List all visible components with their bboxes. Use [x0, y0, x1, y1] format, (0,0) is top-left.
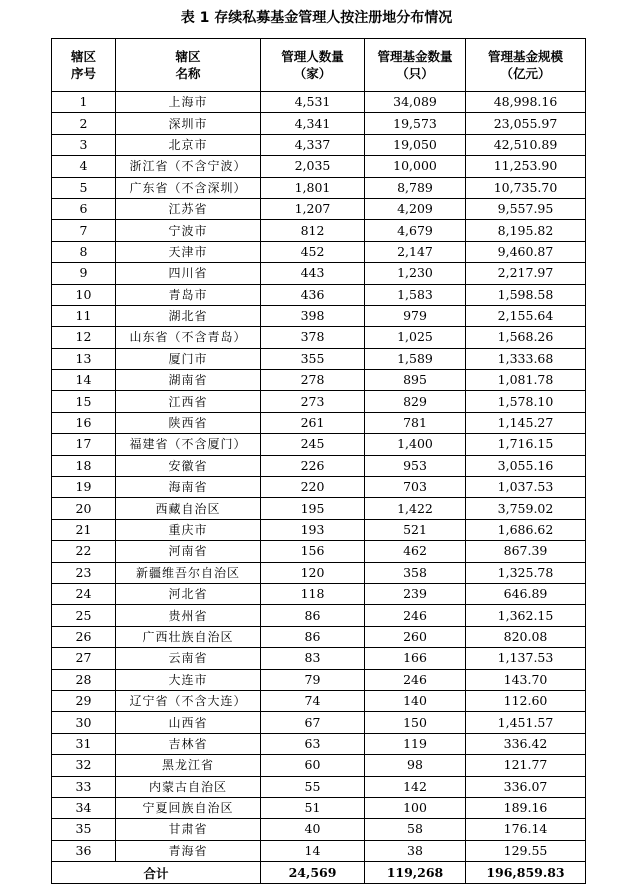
cell-region-no: 19: [52, 477, 116, 498]
table-row: [52, 220, 586, 241]
table-row: [52, 198, 586, 219]
cell-region-name: 四川省: [116, 263, 261, 284]
table-row: [52, 690, 586, 711]
cell-fund-count: 246: [365, 669, 466, 690]
cell-fund-count: 166: [365, 648, 466, 669]
cell-region-no: 10: [52, 284, 116, 305]
cell-fund-size: 1,362.15: [466, 605, 586, 626]
cell-manager-count: 452: [261, 241, 365, 262]
cell-region-name: 厦门市: [116, 348, 261, 369]
cell-manager-count: 60: [261, 755, 365, 776]
cell-fund-count: 19,573: [365, 113, 466, 134]
cell-fund-size: 1,716.15: [466, 434, 586, 455]
cell-manager-count: 79: [261, 669, 365, 690]
cell-fund-size: 3,055.16: [466, 455, 586, 476]
cell-fund-count: 239: [365, 583, 466, 604]
cell-manager-count: 812: [261, 220, 365, 241]
header-fund-size: 管理基金规模 （亿元）: [466, 39, 586, 92]
cell-region-name: 天津市: [116, 241, 261, 262]
cell-fund-size: 112.60: [466, 690, 586, 711]
cell-fund-size: 1,568.26: [466, 327, 586, 348]
table-row: [52, 669, 586, 690]
table-row: [52, 755, 586, 776]
cell-fund-size: 23,055.97: [466, 113, 586, 134]
table-row: [52, 370, 586, 391]
cell-region-no: 30: [52, 712, 116, 733]
cell-region-no: 6: [52, 198, 116, 219]
table-title: 表 1 存续私募基金管理人按注册地分布情况: [180, 10, 453, 26]
cell-fund-size: 176.14: [466, 819, 586, 840]
cell-fund-size: 3,759.02: [466, 498, 586, 519]
cell-region-no: 17: [52, 434, 116, 455]
table-row: [52, 797, 586, 818]
cell-region-no: 25: [52, 605, 116, 626]
cell-region-no: 29: [52, 690, 116, 711]
cell-region-no: 36: [52, 840, 116, 861]
header-fund-count: 管理基金数量 （只）: [365, 39, 466, 92]
cell-fund-size: 1,598.58: [466, 284, 586, 305]
cell-fund-size: 129.55: [466, 840, 586, 861]
cell-manager-count: 86: [261, 626, 365, 647]
table-row: [52, 626, 586, 647]
cell-manager-count: 86: [261, 605, 365, 626]
cell-region-name: 新疆维吾尔自治区: [116, 562, 261, 583]
cell-fund-count: 829: [365, 391, 466, 412]
cell-region-no: 28: [52, 669, 116, 690]
cell-fund-size: 1,081.78: [466, 370, 586, 391]
table-row: [52, 391, 586, 412]
cell-region-name: 西藏自治区: [116, 498, 261, 519]
cell-region-no: 5: [52, 177, 116, 198]
cell-region-name: 大连市: [116, 669, 261, 690]
cell-region-no: 16: [52, 412, 116, 433]
header-manager-count: 管理人数量 （家）: [261, 39, 365, 92]
cell-region-no: 32: [52, 755, 116, 776]
cell-fund-count: 462: [365, 541, 466, 562]
cell-manager-count: 83: [261, 648, 365, 669]
cell-fund-size: 42,510.89: [466, 134, 586, 155]
cell-region-name: 海南省: [116, 477, 261, 498]
cell-fund-size: 1,578.10: [466, 391, 586, 412]
cell-fund-size: 9,460.87: [466, 241, 586, 262]
cell-fund-size: 8,195.82: [466, 220, 586, 241]
cell-fund-size: 1,451.57: [466, 712, 586, 733]
cell-fund-size: 820.08: [466, 626, 586, 647]
cell-region-name: 山西省: [116, 712, 261, 733]
total-manager-count: 24,569: [261, 862, 365, 884]
cell-fund-size: 143.70: [466, 669, 586, 690]
cell-manager-count: 436: [261, 284, 365, 305]
cell-region-no: 27: [52, 648, 116, 669]
cell-region-no: 3: [52, 134, 116, 155]
cell-manager-count: 278: [261, 370, 365, 391]
cell-fund-size: 189.16: [466, 797, 586, 818]
cell-fund-size: 9,557.95: [466, 198, 586, 219]
cell-manager-count: 4,341: [261, 113, 365, 134]
table-row: [52, 562, 586, 583]
cell-fund-size: 867.39: [466, 541, 586, 562]
cell-region-name: 青岛市: [116, 284, 261, 305]
cell-manager-count: 40: [261, 819, 365, 840]
cell-manager-count: 2,035: [261, 156, 365, 177]
cell-fund-size: 1,145.27: [466, 412, 586, 433]
cell-fund-size: 48,998.16: [466, 92, 586, 113]
total-fund-size: 196,859.83: [466, 862, 586, 884]
cell-region-name: 河南省: [116, 541, 261, 562]
cell-region-no: 24: [52, 583, 116, 604]
cell-fund-count: 953: [365, 455, 466, 476]
table-row: [52, 113, 586, 134]
header-region-no: 辖区 序号: [52, 39, 116, 92]
cell-fund-size: 11,253.90: [466, 156, 586, 177]
cell-region-no: 26: [52, 626, 116, 647]
cell-region-name: 福建省（不含厦门）: [116, 434, 261, 455]
cell-manager-count: 378: [261, 327, 365, 348]
cell-manager-count: 156: [261, 541, 365, 562]
table-row: [52, 263, 586, 284]
cell-manager-count: 4,337: [261, 134, 365, 155]
cell-fund-count: 100: [365, 797, 466, 818]
cell-fund-size: 1,686.62: [466, 519, 586, 540]
cell-fund-count: 1,422: [365, 498, 466, 519]
cell-fund-count: 8,789: [365, 177, 466, 198]
cell-manager-count: 261: [261, 412, 365, 433]
cell-region-no: 15: [52, 391, 116, 412]
table-row: [52, 284, 586, 305]
cell-fund-count: 34,089: [365, 92, 466, 113]
cell-region-no: 22: [52, 541, 116, 562]
cell-fund-count: 119: [365, 733, 466, 754]
cell-manager-count: 63: [261, 733, 365, 754]
cell-region-name: 北京市: [116, 134, 261, 155]
cell-region-name: 山东省（不含青岛）: [116, 327, 261, 348]
cell-region-no: 9: [52, 263, 116, 284]
cell-fund-count: 246: [365, 605, 466, 626]
cell-fund-count: 19,050: [365, 134, 466, 155]
table-row: [52, 156, 586, 177]
cell-region-name: 安徽省: [116, 455, 261, 476]
table-row: [52, 541, 586, 562]
cell-manager-count: 118: [261, 583, 365, 604]
total-fund-count: 119,268: [365, 862, 466, 884]
table-row: [52, 840, 586, 861]
cell-fund-size: 2,217.97: [466, 263, 586, 284]
table-row: [52, 305, 586, 326]
table-row: [52, 412, 586, 433]
cell-region-name: 河北省: [116, 583, 261, 604]
cell-region-no: 23: [52, 562, 116, 583]
cell-region-no: 14: [52, 370, 116, 391]
table-row: [52, 519, 586, 540]
cell-region-name: 云南省: [116, 648, 261, 669]
cell-fund-count: 2,147: [365, 241, 466, 262]
cell-region-name: 江西省: [116, 391, 261, 412]
cell-region-no: 18: [52, 455, 116, 476]
cell-fund-count: 703: [365, 477, 466, 498]
cell-region-no: 21: [52, 519, 116, 540]
table-row: [52, 241, 586, 262]
cell-region-name: 甘肃省: [116, 819, 261, 840]
cell-region-name: 黑龙江省: [116, 755, 261, 776]
cell-region-name: 陕西省: [116, 412, 261, 433]
header-row: [52, 39, 586, 92]
table-row: [52, 819, 586, 840]
table-row: [52, 776, 586, 797]
cell-fund-count: 1,230: [365, 263, 466, 284]
cell-fund-count: 1,025: [365, 327, 466, 348]
cell-region-no: 35: [52, 819, 116, 840]
cell-manager-count: 1,207: [261, 198, 365, 219]
cell-manager-count: 226: [261, 455, 365, 476]
cell-fund-count: 58: [365, 819, 466, 840]
cell-fund-size: 1,333.68: [466, 348, 586, 369]
cell-fund-count: 142: [365, 776, 466, 797]
cell-region-name: 浙江省（不含宁波）: [116, 156, 261, 177]
cell-manager-count: 51: [261, 797, 365, 818]
cell-region-name: 广西壮族自治区: [116, 626, 261, 647]
cell-region-no: 11: [52, 305, 116, 326]
cell-manager-count: 120: [261, 562, 365, 583]
table-row: [52, 177, 586, 198]
cell-fund-size: 646.89: [466, 583, 586, 604]
cell-fund-count: 38: [365, 840, 466, 861]
cell-fund-count: 10,000: [365, 156, 466, 177]
cell-region-name: 江苏省: [116, 198, 261, 219]
table-row: [52, 92, 586, 113]
cell-fund-count: 979: [365, 305, 466, 326]
cell-fund-size: 2,155.64: [466, 305, 586, 326]
cell-region-name: 湖南省: [116, 370, 261, 391]
cell-fund-size: 10,735.70: [466, 177, 586, 198]
cell-region-no: 31: [52, 733, 116, 754]
cell-region-no: 12: [52, 327, 116, 348]
table-row: [52, 605, 586, 626]
cell-region-name: 青海省: [116, 840, 261, 861]
cell-fund-count: 98: [365, 755, 466, 776]
cell-manager-count: 4,531: [261, 92, 365, 113]
cell-region-name: 贵州省: [116, 605, 261, 626]
cell-region-no: 2: [52, 113, 116, 134]
cell-region-name: 上海市: [116, 92, 261, 113]
cell-fund-count: 1,583: [365, 284, 466, 305]
cell-manager-count: 193: [261, 519, 365, 540]
cell-region-no: 8: [52, 241, 116, 262]
table-row: [52, 477, 586, 498]
cell-manager-count: 355: [261, 348, 365, 369]
cell-manager-count: 55: [261, 776, 365, 797]
table-row: [52, 434, 586, 455]
total-label: 合计: [52, 862, 261, 884]
cell-manager-count: 273: [261, 391, 365, 412]
cell-region-no: 20: [52, 498, 116, 519]
distribution-table: [51, 38, 586, 884]
cell-region-name: 深圳市: [116, 113, 261, 134]
cell-region-name: 内蒙古自治区: [116, 776, 261, 797]
table-row: [52, 648, 586, 669]
cell-fund-count: 358: [365, 562, 466, 583]
cell-fund-size: 1,325.78: [466, 562, 586, 583]
cell-fund-size: 1,137.53: [466, 648, 586, 669]
cell-fund-count: 150: [365, 712, 466, 733]
cell-fund-count: 895: [365, 370, 466, 391]
cell-manager-count: 195: [261, 498, 365, 519]
cell-region-name: 宁波市: [116, 220, 261, 241]
cell-region-name: 广东省（不含深圳）: [116, 177, 261, 198]
cell-fund-count: 260: [365, 626, 466, 647]
table-row: [52, 348, 586, 369]
table-row: [52, 733, 586, 754]
cell-manager-count: 443: [261, 263, 365, 284]
table-body: [52, 92, 586, 862]
table-row: [52, 583, 586, 604]
cell-fund-size: 336.07: [466, 776, 586, 797]
cell-manager-count: 1,801: [261, 177, 365, 198]
cell-fund-count: 521: [365, 519, 466, 540]
cell-fund-count: 4,209: [365, 198, 466, 219]
cell-manager-count: 220: [261, 477, 365, 498]
cell-region-name: 吉林省: [116, 733, 261, 754]
table-row: [52, 498, 586, 519]
table-row: [52, 134, 586, 155]
cell-region-no: 33: [52, 776, 116, 797]
cell-manager-count: 245: [261, 434, 365, 455]
cell-fund-size: 336.42: [466, 733, 586, 754]
cell-fund-size: 1,037.53: [466, 477, 586, 498]
cell-region-name: 重庆市: [116, 519, 261, 540]
cell-region-name: 湖北省: [116, 305, 261, 326]
cell-region-no: 1: [52, 92, 116, 113]
cell-region-no: 4: [52, 156, 116, 177]
cell-region-name: 辽宁省（不含大连）: [116, 690, 261, 711]
total-row: [52, 862, 586, 884]
cell-fund-size: 121.77: [466, 755, 586, 776]
cell-manager-count: 14: [261, 840, 365, 861]
cell-region-no: 7: [52, 220, 116, 241]
cell-fund-count: 4,679: [365, 220, 466, 241]
cell-region-name: 宁夏回族自治区: [116, 797, 261, 818]
cell-manager-count: 398: [261, 305, 365, 326]
cell-fund-count: 781: [365, 412, 466, 433]
cell-manager-count: 74: [261, 690, 365, 711]
cell-region-no: 34: [52, 797, 116, 818]
cell-manager-count: 67: [261, 712, 365, 733]
table-row: [52, 455, 586, 476]
cell-fund-count: 1,400: [365, 434, 466, 455]
table-row: [52, 712, 586, 733]
header-region-name: 辖区 名称: [116, 39, 261, 92]
cell-fund-count: 1,589: [365, 348, 466, 369]
cell-fund-count: 140: [365, 690, 466, 711]
table-row: [52, 327, 586, 348]
cell-region-no: 13: [52, 348, 116, 369]
